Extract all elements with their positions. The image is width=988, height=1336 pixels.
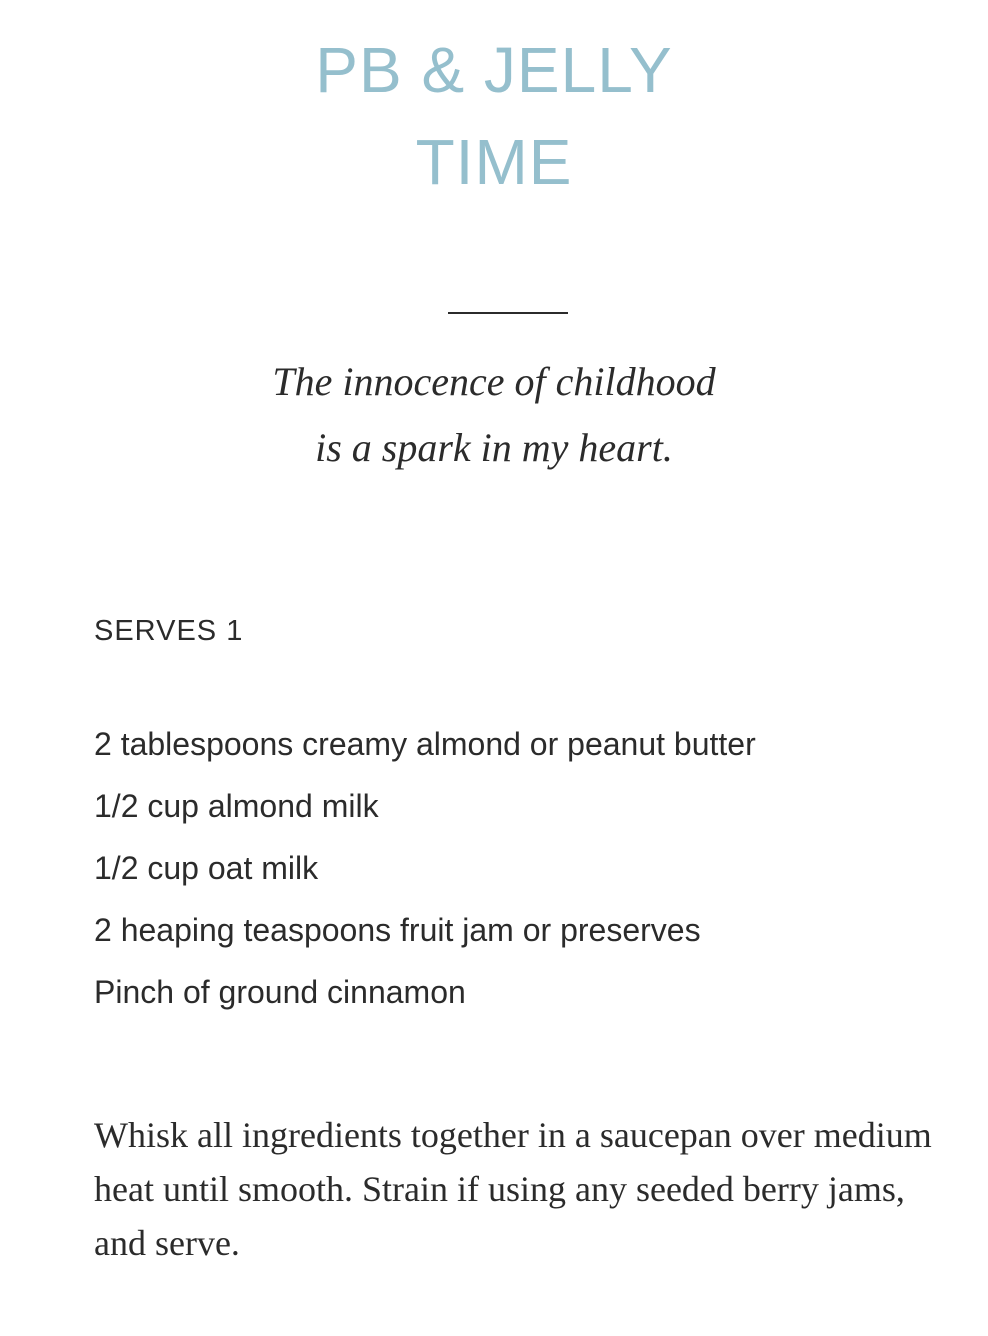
ingredient-item: 1/2 cup almond milk (94, 788, 379, 824)
recipe-title-line-2: TIME (415, 126, 573, 198)
ingredient-item: 2 tablespoons creamy almond or peanut butter (94, 726, 756, 762)
ingredient-list (94, 722, 756, 1032)
ingredient-item: Pinch of ground cinnamon (94, 974, 466, 1010)
recipe-title-line-1: PB & JELLY (315, 34, 673, 106)
instructions-paragraph: Whisk all ingredients together in a saucepan over medium heat until smooth. Strain if using any seeded berry jams, and serve. (94, 1115, 932, 1263)
epigraph-line-1: The innocence of childhood (272, 359, 716, 404)
ingredient-item: 1/2 cup oat milk (94, 850, 319, 886)
title-divider (448, 312, 568, 314)
epigraph-line-2: is a spark in my heart. (315, 425, 673, 470)
ingredient-item: 2 heaping teaspoons fruit jam or preserves (94, 912, 701, 948)
serves-label: SERVES 1 (94, 615, 244, 647)
